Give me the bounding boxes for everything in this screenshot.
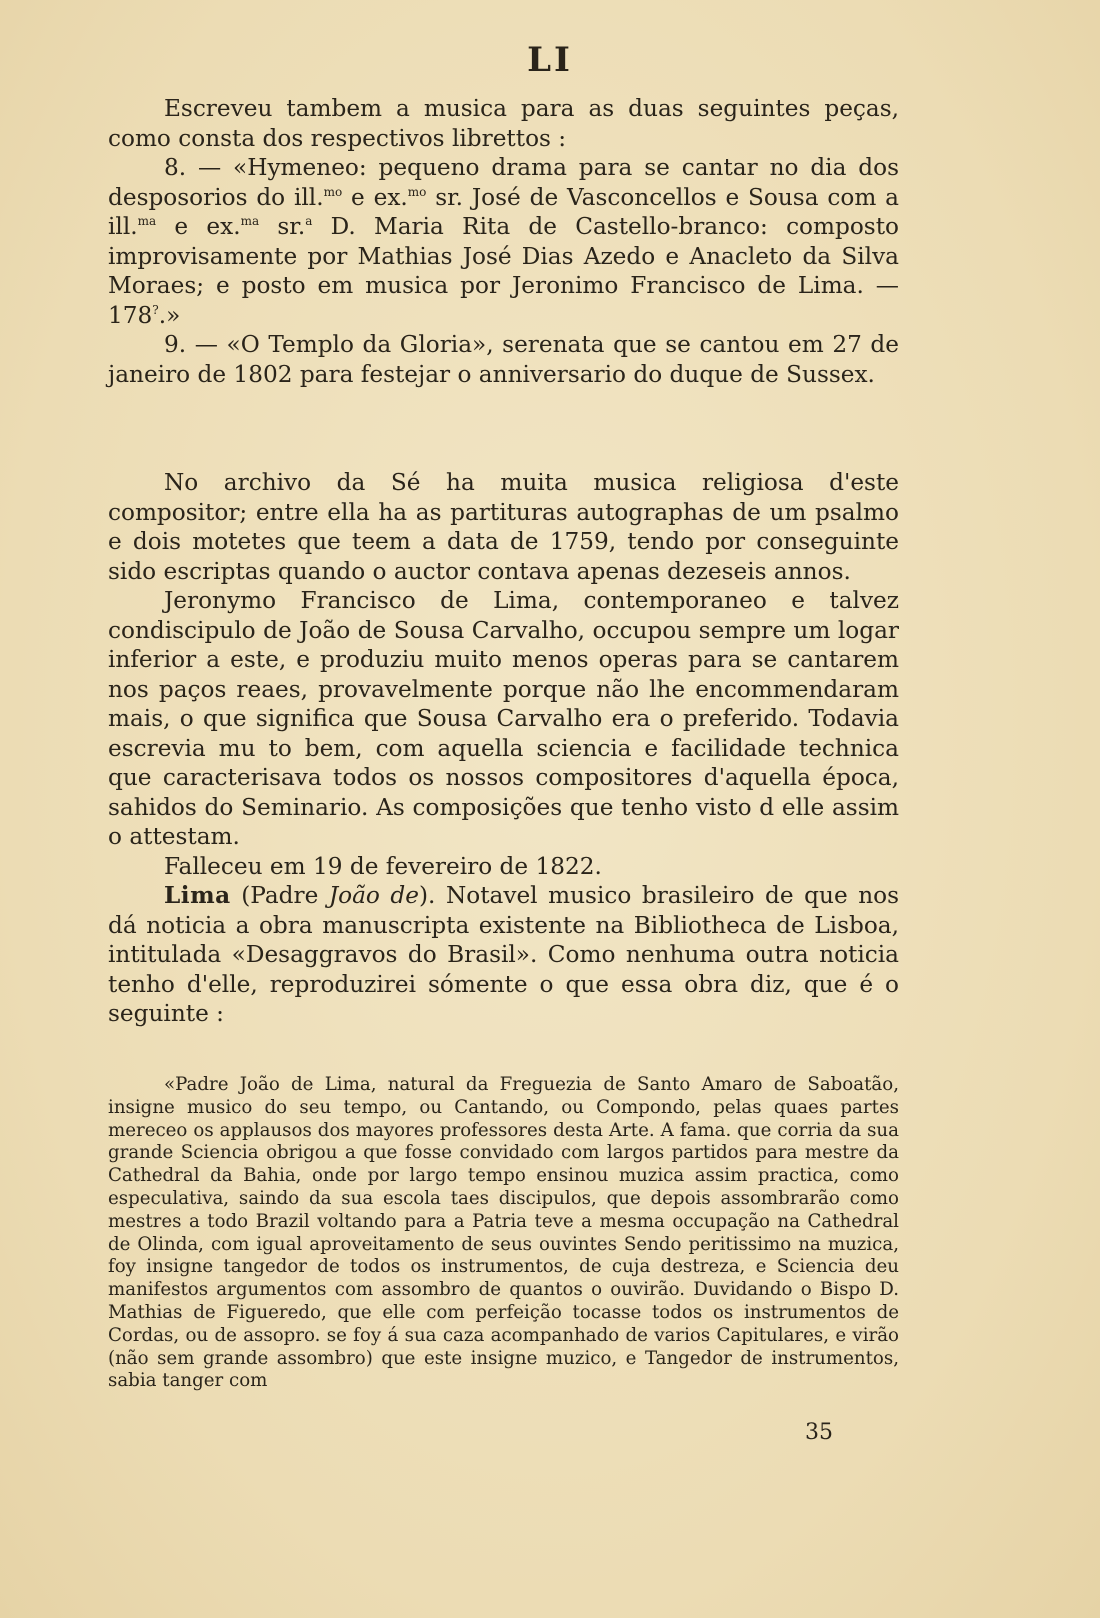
text-run: Falleceu em 19 de fevereiro de 1822. (164, 852, 602, 880)
text-run: e ex. (156, 213, 241, 240)
entry-headword: Lima (164, 882, 231, 909)
text-run: 8. — «Hymeneo: pequeno drama para se cantar no dia dos desposorios do ill. (108, 154, 899, 211)
text-run: e ex. (342, 183, 408, 211)
paragraph (108, 330, 899, 389)
text-run: No archivo da Sé ha muita musica religiosa d'este compositor; entre ella ha as partituras autographas de um psalmo e dois motetes que teem a data de 1759, tendo por conseguinte sido escriptas quando o auctor contava apenas dezeseis annos. (108, 469, 899, 585)
upper-text-block (108, 94, 899, 389)
text-run: Jeronymo Francisco de Lima, contemporaneo e talvez condiscipulo de João de Sousa Carvalho, occupou sempre um logar inferior a este, e produziu muito menos operas para se cantarem nos paços reaes, provavelmente porque não lhe encommendaram mais, o que significa que Sousa Carvalho era o preferido. Todavia escrevia mu to bem, com aquella sciencia e facilidade technica que caracterisava todos os nossos compositores d'aquella época, sahidos do Seminario. As composições que tenho visto d elle assim o attestam. (108, 587, 899, 850)
text-run: 9. — «O Templo da Gloria», serenata que se cantou em 27 de janeiro de 1802 para festejar o anniversario do duque de Sussex. (108, 331, 899, 388)
paragraph (108, 881, 899, 1029)
text-run: (Padre (230, 882, 329, 909)
italic-text: João de (328, 882, 419, 909)
text-run: sr. José de Vasconcellos e Sousa com a ill. (108, 183, 899, 240)
superscript-abbrev: ma (240, 214, 260, 228)
page-header-roman-numeral: LI (527, 40, 573, 80)
quoted-passage (108, 1074, 899, 1393)
text-run: D. Maria Rita de Castello-branco: composto improvisamente por Mathias José Dias Azedo e Anacleto da Silva Moraes; e posto em musica por Jeronimo Francisco de Lima. — 178 (108, 213, 899, 329)
paragraph (108, 852, 899, 882)
superscript-abbrev: a (305, 214, 313, 228)
lower-text-block (108, 438, 899, 1029)
quote-paragraph: «Padre João de Lima, natural da Freguezia de Santo Amaro de Saboatão, insigne musico do seu tempo, ou Cantando, ou Compondo, pelas quaes partes mereceo os applausos dos mayores professores desta Arte. A fama. que corria da sua grande Sciencia obrigou a que fosse convidado com largos partidos para mestre da Cathedral da Bahia, onde por largo tempo ensinou muzica assim practica, como especulativa, saindo da sua escola taes discipulos, que depois assombrarão como mestres a todo Brazil voltando para a Patria teve a mesma occupação na Cathedral de Olinda, com igual aproveitamento de seus ouvintes Sendo peritissimo na muzica, foy insigne tangedor de todos os instrumentos, de cuja destreza, e Sciencia deu manifestos argumentos com assombro de quantos o ouvirão. Duvidando o Bispo D. Mathias de Figueredo, que elle com perfeição tocasse todos os instrumentos de Cordas, ou de assopro. se foy á sua caza acompanhado de varios Capitulares, e virão (não sem grande assombro) que este insigne muzico, e Tangedor de instrumentos, sabia tanger com (108, 1074, 899, 1392)
text-run: ). Notavel musico brasileiro de que nos dá noticia a obra manuscripta existente na Bibliotheca de Lisboa, intitulada «Desaggravos do Brasil». Como nenhuma outra noticia tenho d'elle, reproduzirei sómente o que essa obra diz, que é o seguinte : (108, 882, 899, 1027)
page-number: 35 (805, 1420, 833, 1445)
text-run: sr. (259, 213, 306, 240)
paragraph (108, 586, 899, 852)
text-run: .» (158, 301, 181, 329)
superscript-abbrev: ? (152, 302, 159, 317)
text-run: Escreveu tambem a musica para as duas seguintes peças, como consta dos respectivos librettos : (108, 95, 899, 152)
superscript-abbrev: mo (407, 184, 427, 199)
paragraph (108, 153, 899, 330)
superscript-abbrev: ma (137, 214, 157, 228)
paragraph (108, 468, 899, 586)
superscript-abbrev: mo (323, 184, 343, 199)
paragraph (108, 94, 899, 153)
